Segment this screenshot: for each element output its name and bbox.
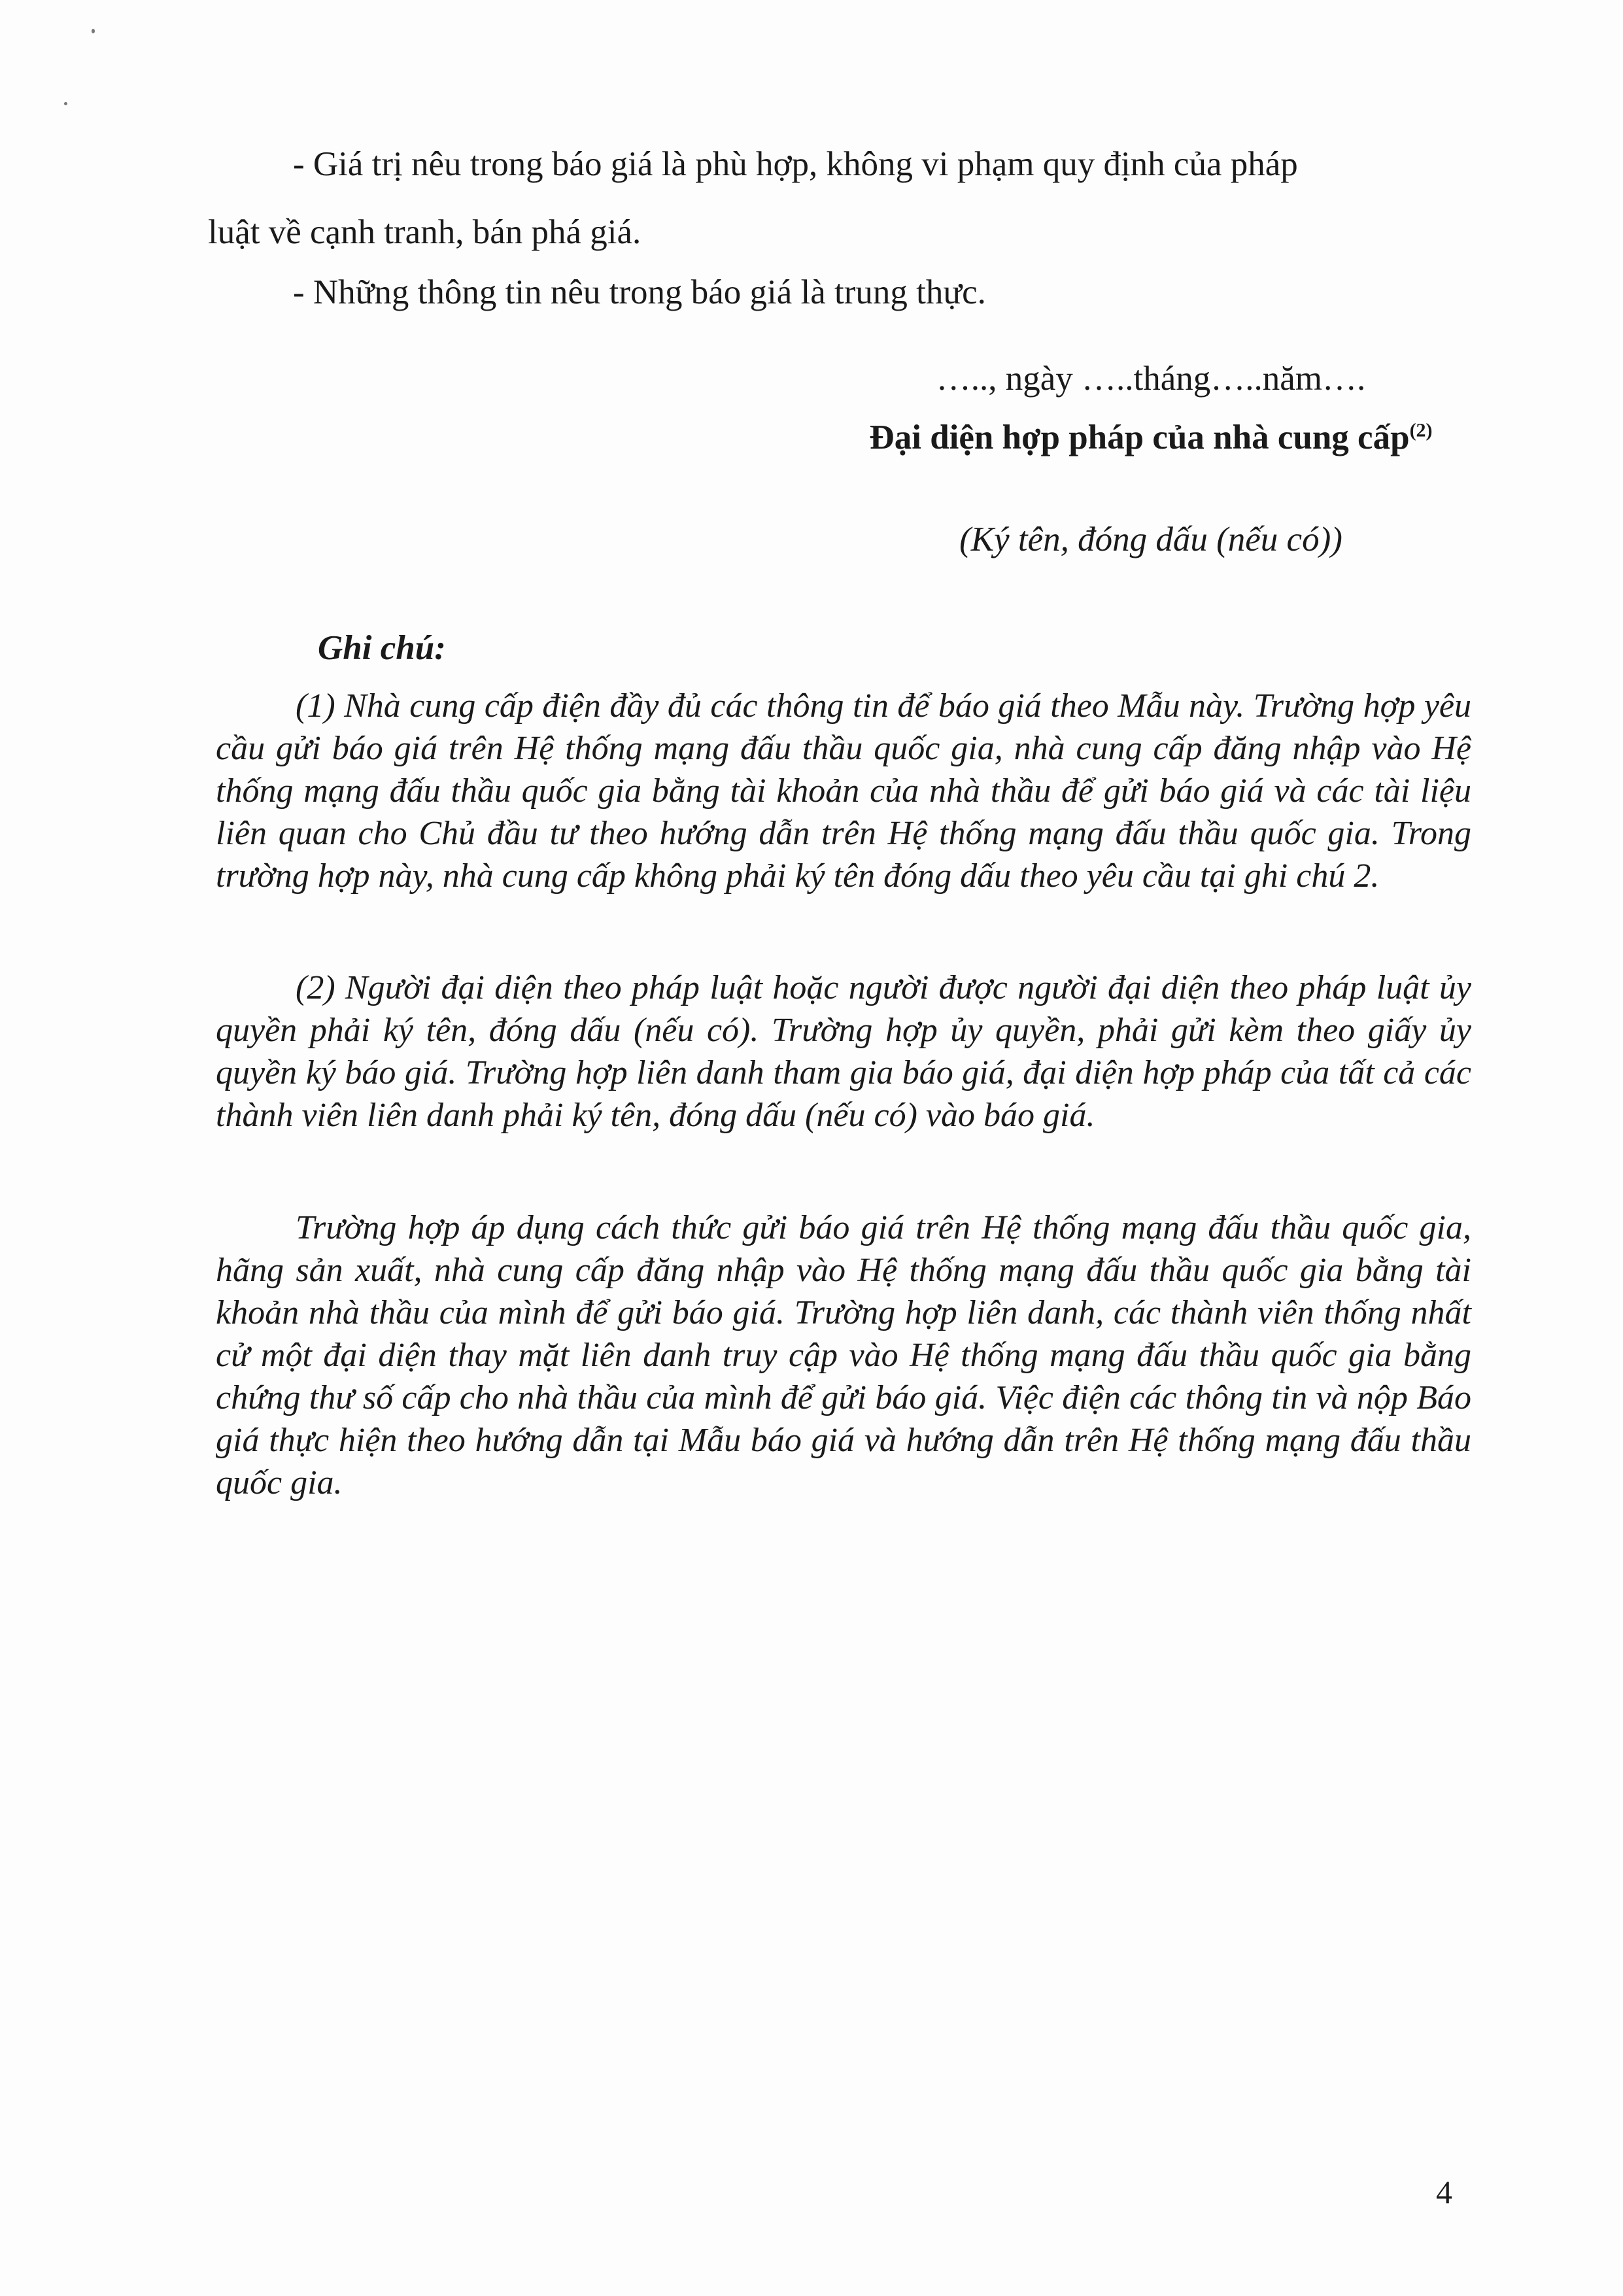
scan-speck bbox=[92, 29, 95, 33]
signature-title-note-ref: (2) bbox=[1409, 419, 1433, 441]
notes-heading: Ghi chú: bbox=[318, 629, 446, 667]
commitment-item-1-line-2: luật về cạnh tranh, bán phá giá. bbox=[208, 213, 641, 251]
signature-title-text: Đại diện hợp pháp của nhà cung cấp bbox=[869, 419, 1410, 456]
signature-instruction: (Ký tên, đóng dấu (nếu có)) bbox=[959, 521, 1342, 558]
note-3: Trường hợp áp dụng cách thức gửi báo giá trên Hệ thống mạng đấu thầu quốc gia, hãng sản xuất, nhà cung cấp đăng nhập vào Hệ thống mạng đấu thầu quốc gia bằng tài khoản nhà thầu của mình để gửi báo giá. Trường hợp liên danh, các thành viên thống nhất cử một đại diện thay mặt liên danh truy cập vào Hệ thống mạng đấu thầu quốc gia bằng chứng thư số cấp cho nhà thầu của mình để gửi báo giá. Việc điện các thông tin và nộp Báo giá thực hiện theo hướng dẫn tại Mẫu báo giá và hướng dẫn trên Hệ thống mạng đấu thầu quốc gia. bbox=[216, 1209, 1471, 1501]
note-1: (1) Nhà cung cấp điện đầy đủ các thông tin để báo giá theo Mẫu này. Trường hợp yêu cầu gửi báo giá trên Hệ thống mạng đấu thầu quốc gia, nhà cung cấp đăng nhập vào Hệ thống mạng đấu thầu quốc gia bằng tài khoản của nhà thầu để gửi báo giá và các tài liệu liên quan cho Chủ đầu tư theo hướng dẫn trên Hệ thống mạng đấu thầu quốc gia. Trong trường hợp này, nhà cung cấp không phải ký tên đóng dấu theo yêu cầu tại ghi chú 2. bbox=[216, 687, 1471, 895]
commitment-item-1-line-1: - Giá trị nêu trong báo giá là phù hợp, không vi phạm quy định của pháp bbox=[293, 145, 1298, 183]
signature-date-line: ….., ngày …..tháng…..năm…. bbox=[936, 360, 1366, 398]
page-number: 4 bbox=[1436, 2174, 1452, 2210]
commitment-item-2: - Những thông tin nêu trong báo giá là trung thực. bbox=[293, 273, 986, 311]
signature-title bbox=[850, 413, 1452, 462]
note-2: (2) Người đại diện theo pháp luật hoặc người được người đại diện theo pháp luật ủy quyền phải ký tên, đóng dấu (nếu có). Trường hợp ủy quyền, phải gửi kèm theo giấy ủy quyền ký báo giá. Trường hợp liên danh tham gia báo giá, đại diện hợp pháp của tất cả các thành viên liên danh phải ký tên, đóng dấu (nếu có) vào báo giá. bbox=[216, 969, 1471, 1134]
scan-speck bbox=[64, 102, 67, 105]
